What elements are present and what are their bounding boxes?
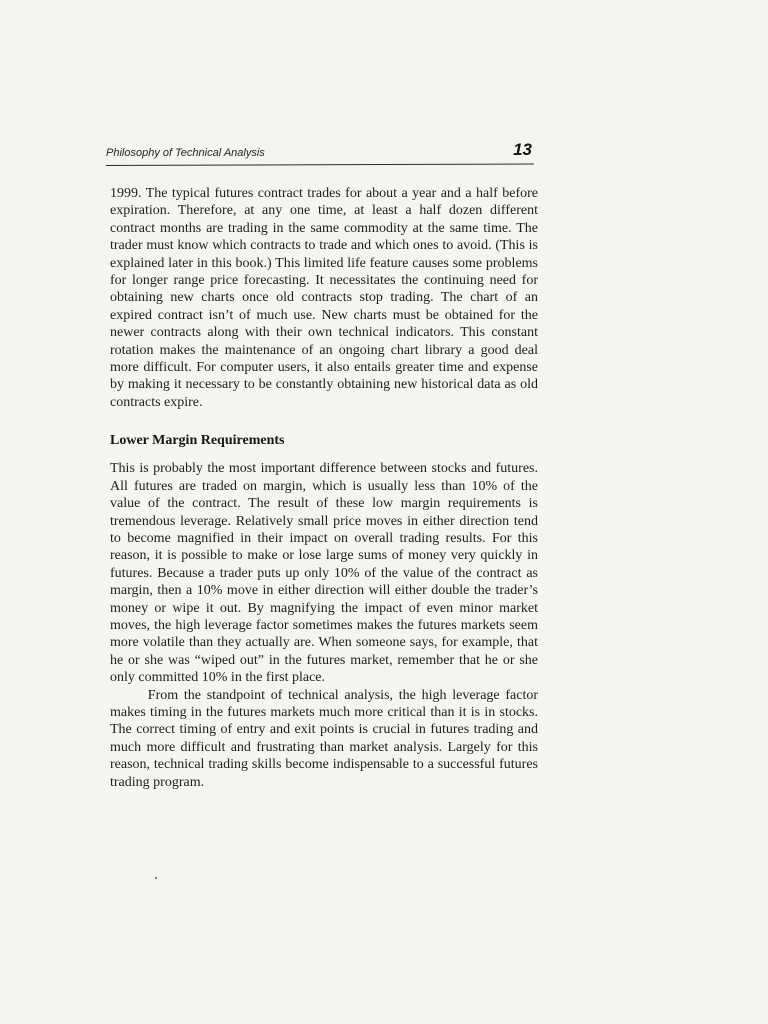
running-head: [106, 140, 534, 164]
header-rule: [106, 164, 534, 166]
running-title: Philosophy of Technical Analysis: [106, 147, 265, 159]
scan-speck: [155, 877, 157, 879]
intro-paragraph: 1999. The typical futures contract trades for about a year and a half before expiration. Therefore, at any one time, at least a half dozen different contract months are trading in the same commodity at the same time. The trader must know which contracts to trade and which ones to avoid. (This is explained later in this book.) This limited life feature causes some problems for longer range price forecasting. It necessitates the continuing need for obtaining new charts once old contracts stop trading. The chart of an expired contract isn’t of much use. New charts must be obtained for the newer contracts along with their own technical indicators. This constant rotation makes the maintenance of an ongoing chart library a good deal more difficult. For computer users, it also entails greater time and expense by making it necessary to be constantly obtaining new historical data as old contracts expire.: [110, 186, 538, 410]
margin-paragraph: This is probably the most important difference between stocks and futures. All futures are traded on margin, which is usually less than 10% of the value of the contract. The result of these low margin requirements is tremendous leverage. Relatively small price moves in either direction tend to become magnified in their impact on overall trading results. For this reason, it is possible to make or lose large sums of money very quickly in futures. Because a trader puts up only 10% of the value of the contract as margin, then a 10% move in either direction will either double the trader’s money or wipe it out. By magnifying the impact of even minor market moves, the high leverage factor sometimes makes the futures markets seem more volatile than they actually are. When someone says, for example, that he or she was “wiped out” in the futures market, remember that he or she only committed 10% in the first place.: [110, 461, 538, 686]
section-heading: Lower Margin Requirements: [110, 433, 285, 449]
timing-paragraph: From the standpoint of technical analysis, the high leverage factor makes timing in the futures markets much more critical than it is in stocks. The correct timing of entry and exit points is crucial in futures trading and much more difficult and frustrating than market analysis. Largely for this reason, technical trading skills become indispensable to a successful futures trading program.: [110, 687, 538, 790]
page-number: 13: [513, 140, 532, 159]
body-text: [110, 185, 538, 791]
